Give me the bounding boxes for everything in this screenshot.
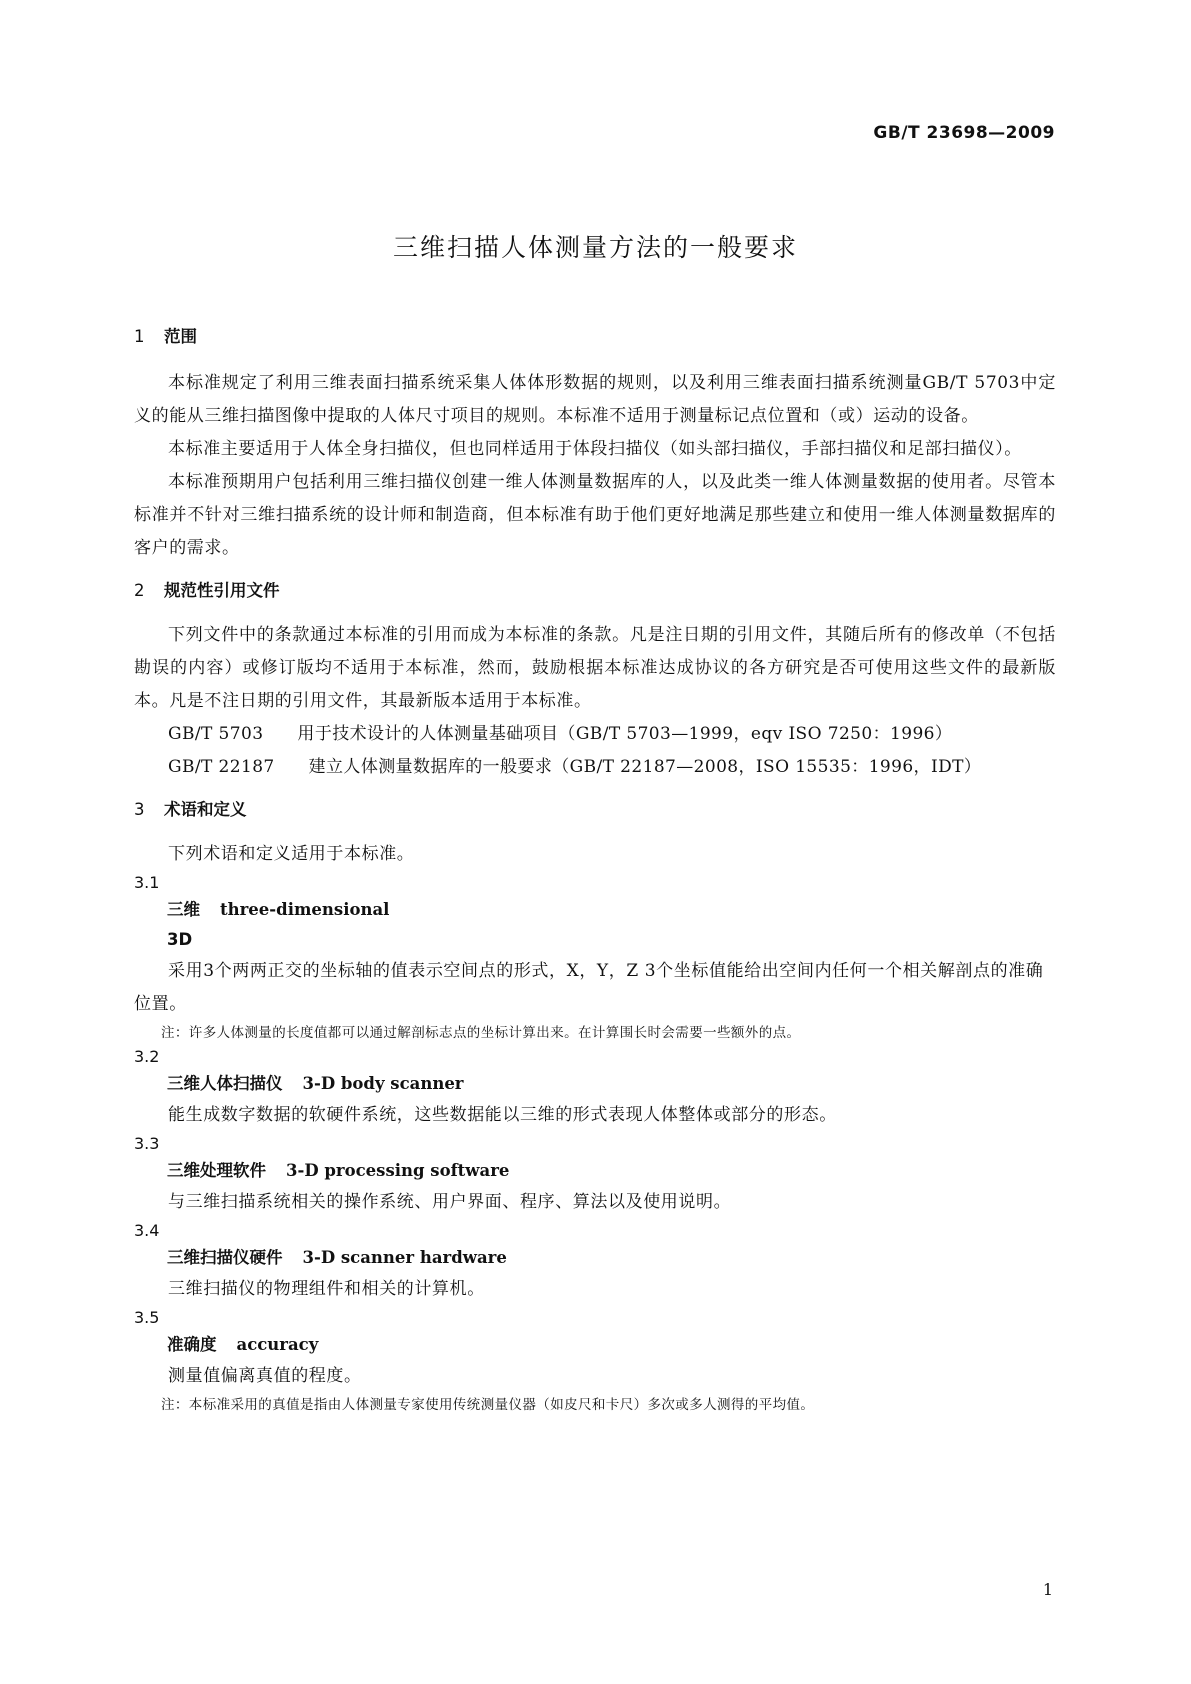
term-definition: 三维扫描仪的物理组件和相关的计算机。	[168, 1279, 485, 1299]
term-entry	[134, 1243, 1056, 1273]
normative-reference	[134, 751, 1056, 784]
section-number: 2	[134, 581, 145, 600]
reference-code: GB/T 5703	[168, 724, 264, 744]
term-number: 3.1	[134, 873, 160, 892]
term-entry	[134, 1330, 1056, 1360]
section-3-heading	[134, 798, 1056, 822]
term-english: 3-D body scanner	[302, 1074, 464, 1093]
term-definition: 与三维扫描系统相关的操作系统、用户界面、程序、算法以及使用说明。	[168, 1192, 732, 1212]
term-note: 注：许多人体测量的长度值都可以通过解剖标志点的坐标计算出来。在计算围长时会需要一些额外的点。	[161, 1025, 801, 1041]
term-definition: 能生成数字数据的软硬件系统，这些数据能以三维的形式表现人体整体或部分的形态。	[168, 1105, 837, 1125]
section-number: 1	[134, 327, 145, 346]
paragraph: 本标准主要适用于人体全身扫描仪，但也同样适用于体段扫描仪（如头部扫描仪，手部扫描仪和足部扫描仪）。	[168, 439, 1022, 459]
reference-code: GB/T 22187	[168, 757, 275, 777]
normative-reference	[134, 718, 1056, 751]
term-english: three-dimensional	[220, 900, 390, 919]
term-chinese: 准确度	[167, 1335, 217, 1354]
reference-title: 用于技术设计的人体测量基础项目（GB/T 5703—1999，eqv ISO 7250：1996）	[297, 724, 953, 744]
section-title: 范围	[164, 327, 197, 346]
term-number: 3.4	[134, 1221, 160, 1240]
paragraph: 本标准预期用户包括利用三维扫描仪创建一维人体测量数据库的人，以及此类一维人体测量数据的使用者。尽管本标准并不针对三维扫描系统的设计师和制造商，但本标准有助于他们更好地满足那些建立和使用一维人体测量数据库的客户的需求。	[134, 472, 1056, 558]
paragraph: 本标准规定了利用三维表面扫描系统采集人体体形数据的规则，以及利用三维表面扫描系统测量GB/T 5703中定义的能从三维扫描图像中提取的人体尺寸项目的规则。本标准不适用于测量标记点位置和（或）运动的设备。	[134, 373, 1056, 426]
standard-number: GB/T 23698—2009	[873, 123, 1055, 143]
term-abbreviation: 3D	[167, 930, 193, 949]
reference-title: 建立人体测量数据库的一般要求（GB/T 22187—2008，ISO 15535：1996，IDT）	[308, 757, 982, 777]
document-body	[134, 325, 1056, 1417]
term-entry	[134, 1156, 1056, 1186]
section-2-heading	[134, 579, 1056, 603]
term-chinese: 三维处理软件	[167, 1161, 266, 1180]
term-number: 3.3	[134, 1134, 160, 1153]
term-definition: 采用3个两两正交的坐标轴的值表示空间点的形式，X，Y，Z 3个坐标值能给出空间内任何一个相关解剖点的准确位置。	[134, 961, 1044, 1014]
term-chinese: 三维扫描仪硬件	[167, 1248, 283, 1267]
section-1-heading	[134, 325, 1056, 349]
paragraph: 下列文件中的条款通过本标准的引用而成为本标准的条款。凡是注日期的引用文件，其随后所有的修改单（不包括勘误的内容）或修订版均不适用于本标准，然而，鼓励根据本标准达成协议的各方研究是否可使用这些文件的最新版本。凡是不注日期的引用文件，其最新版本适用于本标准。	[134, 625, 1056, 711]
section-title: 术语和定义	[164, 800, 247, 819]
term-english: 3-D processing software	[286, 1161, 510, 1180]
term-chinese: 三维人体扫描仪	[167, 1074, 283, 1093]
term-english: 3-D scanner hardware	[302, 1248, 507, 1267]
section-number: 3	[134, 800, 145, 819]
document-title: 三维扫描人体测量方法的一般要求	[392, 233, 798, 262]
page-number: 1	[1042, 1580, 1053, 1599]
term-number: 3.2	[134, 1047, 160, 1066]
term-entry	[134, 895, 1056, 925]
term-chinese: 三维	[167, 900, 200, 919]
term-note: 注：本标准采用的真值是指由人体测量专家使用传统测量仪器（如皮尺和卡尺）多次或多人测得的平均值。	[161, 1397, 815, 1413]
term-entry	[134, 1069, 1056, 1099]
paragraph: 下列术语和定义适用于本标准。	[168, 844, 415, 864]
term-number: 3.5	[134, 1308, 160, 1327]
term-definition: 测量值偏离真值的程度。	[168, 1366, 362, 1386]
term-english: accuracy	[236, 1335, 319, 1354]
section-title: 规范性引用文件	[164, 581, 280, 600]
